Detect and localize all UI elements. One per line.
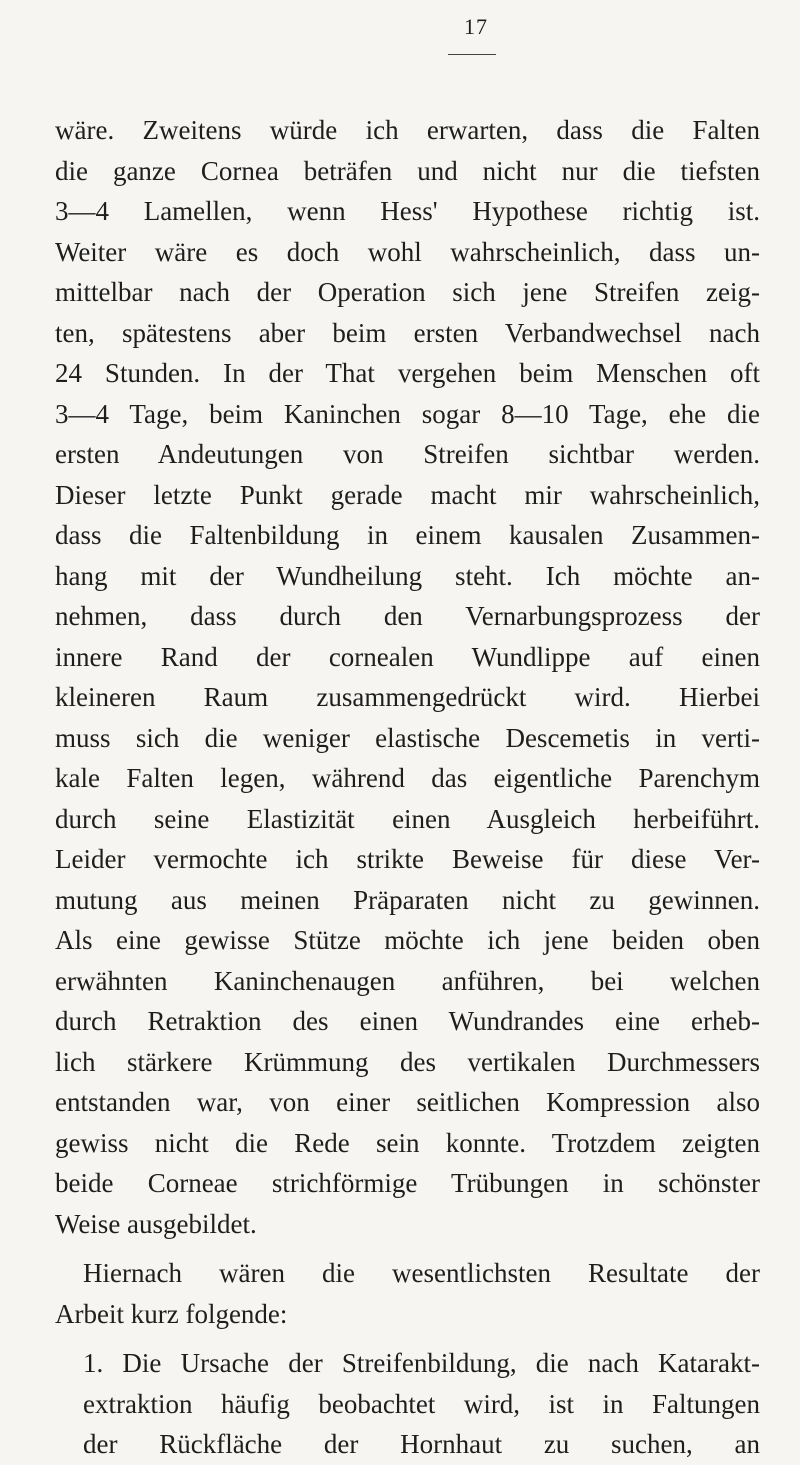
body-text (55, 110, 760, 1465)
paragraph-gap (55, 1244, 760, 1253)
text-line: Dieser letzte Punkt gerade macht mir wahrscheinlich, (55, 479, 760, 510)
text-line: innere Rand der cornealen Wundlippe auf einen (55, 641, 760, 672)
text-line: Als eine gewisse Stütze möchte ich jene beiden oben (55, 925, 760, 955)
text-line: kleineren Raum zusammengedrückt wird. Hierbei (55, 682, 760, 712)
page-number: 17 (464, 14, 488, 39)
text-line: mutung aus meinen Präparaten nicht zu gewinnen. (55, 884, 760, 915)
text-line: durch seine Elastizität einen Ausgleich herbeiführt. (55, 803, 760, 834)
text-line: 1. Die Ursache der Streifenbildung, die nach Katarakt- (83, 1348, 760, 1378)
text-line: erwähnten Kaninchenaugen anführen, bei welchen (55, 965, 760, 996)
text-line: muss sich die weniger elastische Descemetis in verti- (55, 722, 760, 753)
text-line: der Rückfläche der Hornhaut zu suchen, an (83, 1429, 760, 1459)
paragraph-2 (55, 1253, 760, 1334)
text-line: Arbeit kurz folgende: (55, 1298, 288, 1329)
text-line: 3—4 Tage, beim Kaninchen sogar 8—10 Tage, ehe die (55, 398, 760, 429)
numbered-item-1 (83, 1343, 760, 1465)
text-line: beide Corneae strichförmige Trübungen in schönster (55, 1168, 760, 1198)
text-line: Hiernach wären die wesentlichsten Resultate der (83, 1258, 760, 1288)
text-line: Leider vermochte ich strikte Beweise für diese Ver- (55, 844, 760, 874)
text-line: lich stärkere Krümmung des vertikalen Durchmessers (55, 1046, 760, 1077)
text-line: ersten Andeutungen von Streifen sichtbar werden. (55, 439, 760, 469)
page-number-rule (448, 54, 496, 55)
text-line: dass die Faltenbildung in einem kausalen Zusammen- (55, 520, 760, 550)
text-line: die ganze Cornea beträfen und nicht nur die tiefsten (55, 155, 760, 186)
text-line: entstanden war, von einer seitlichen Kompression also (55, 1087, 760, 1117)
text-line: ten, spätestens aber beim ersten Verbandwechsel nach (55, 317, 760, 348)
text-line: mittelbar nach der Operation sich jene Streifen zeig- (55, 277, 760, 307)
text-line: durch Retraktion des einen Wundrandes eine erheb- (55, 1006, 760, 1036)
paragraph-gap (55, 1334, 760, 1343)
text-line: wäre. Zweitens würde ich erwarten, dass die Falten (55, 115, 760, 145)
paragraph-1 (55, 110, 760, 1244)
text-line: kale Falten legen, während das eigentliche Parenchym (55, 763, 760, 793)
text-line: 24 Stunden. In der That vergehen beim Menschen oft (55, 358, 760, 388)
text-line: Weise ausgebildet. (55, 1208, 257, 1239)
text-line: gewiss nicht die Rede sein konnte. Trotzdem zeigten (55, 1127, 760, 1158)
text-line: nehmen, dass durch den Vernarbungsprozess der (55, 601, 760, 631)
text-line: hang mit der Wundheilung steht. Ich möchte an- (55, 560, 760, 591)
text-line: 3—4 Lamellen, wenn Hess' Hypothese richtig ist. (55, 196, 760, 226)
text-line: extraktion häufig beobachtet wird, ist in Faltungen (83, 1388, 760, 1419)
text-line: Weiter wäre es doch wohl wahrscheinlich, dass un- (55, 236, 760, 267)
